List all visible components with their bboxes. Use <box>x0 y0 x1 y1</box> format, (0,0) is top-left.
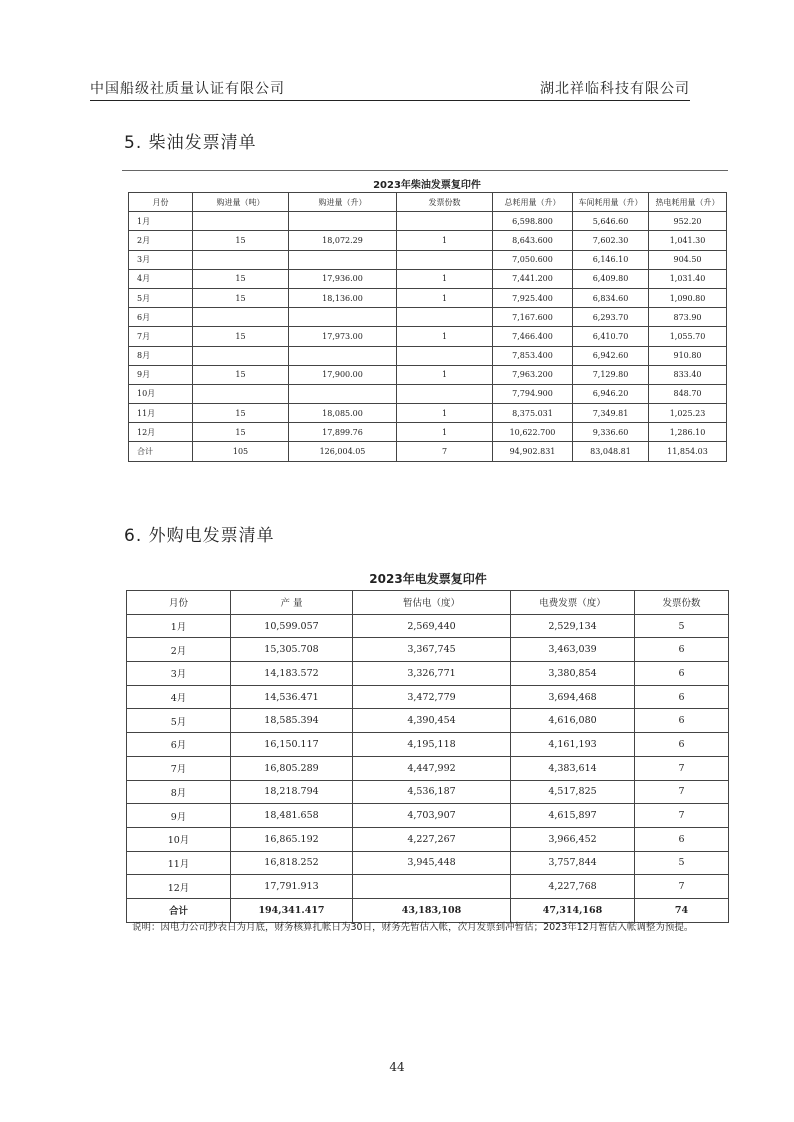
table-row <box>129 250 727 269</box>
table-cell: 2月 <box>129 231 193 250</box>
table-row <box>129 384 727 403</box>
table-cell: 8月 <box>127 780 231 804</box>
table-row <box>129 327 727 346</box>
table-cell: 16,865.192 <box>231 827 353 851</box>
table-cell: 1,025.23 <box>649 404 727 423</box>
table-cell: 10,622.700 <box>493 423 573 442</box>
col-header: 总耗用量（升） <box>493 193 573 212</box>
table-row <box>127 756 729 780</box>
table-cell <box>397 384 493 403</box>
table-cell: 43,183,108 <box>353 898 511 922</box>
table-cell: 10月 <box>129 384 193 403</box>
table-cell: 3,472,779 <box>353 685 511 709</box>
table-cell: 4,536,187 <box>353 780 511 804</box>
table-cell: 7 <box>635 780 729 804</box>
table-cell: 17,936.00 <box>289 269 397 288</box>
table-cell: 6 <box>635 662 729 686</box>
table-cell: 6,834.60 <box>573 288 649 307</box>
table-cell: 16,150.117 <box>231 733 353 757</box>
table-cell: 4,161,193 <box>511 733 635 757</box>
diesel-invoice-table <box>128 192 727 462</box>
table-cell <box>193 212 289 231</box>
table-cell: 1,055.70 <box>649 327 727 346</box>
table-cell: 833.40 <box>649 365 727 384</box>
power-invoice-table <box>126 590 729 923</box>
header-company-left: 中国船级社质量认证有限公司 <box>90 81 285 97</box>
table-cell: 7,167.600 <box>493 308 573 327</box>
table-cell: 8,375.031 <box>493 404 573 423</box>
table-row <box>127 733 729 757</box>
diesel-table-title: 2023年柴油发票复印件 <box>373 180 481 191</box>
table-cell: 3,367,745 <box>353 638 511 662</box>
table-cell: 12月 <box>129 423 193 442</box>
table-cell: 5,646.60 <box>573 212 649 231</box>
table-cell: 6,598.800 <box>493 212 573 231</box>
table-row <box>129 365 727 384</box>
table-cell: 194,341.417 <box>231 898 353 922</box>
table-cell: 15 <box>193 404 289 423</box>
table-cell: 9月 <box>127 804 231 828</box>
table-cell: 7,925.400 <box>493 288 573 307</box>
table-cell: 12月 <box>127 875 231 899</box>
table-cell: 18,481.658 <box>231 804 353 828</box>
table-cell: 18,585.394 <box>231 709 353 733</box>
table-cell: 1月 <box>127 614 231 638</box>
table-cell: 合计 <box>127 898 231 922</box>
table-row <box>129 308 727 327</box>
table-cell: 5月 <box>129 288 193 307</box>
page-header <box>90 76 690 101</box>
table-cell: 952.20 <box>649 212 727 231</box>
table-cell: 11月 <box>129 404 193 423</box>
table-cell: 105 <box>193 442 289 461</box>
table-cell <box>289 212 397 231</box>
table-cell: 1 <box>397 423 493 442</box>
table-header-row <box>129 193 727 212</box>
power-table-note: 说明：因电力公司抄表日为月底，财务核算扎帐日为30日，财务先暂估入帐，次月发票到冲暂估；2023年12月暂估入帐调整为预提。 <box>132 922 694 933</box>
table-row <box>129 212 727 231</box>
col-header: 产 量 <box>231 591 353 615</box>
table-cell: 873.90 <box>649 308 727 327</box>
table-cell: 4月 <box>127 685 231 709</box>
table-row <box>127 709 729 733</box>
section-6-heading: 6. 外购电发票清单 <box>124 526 275 546</box>
table-cell: 18,218.794 <box>231 780 353 804</box>
table-cell: 6,409.80 <box>573 269 649 288</box>
col-header: 车间耗用量（升） <box>573 193 649 212</box>
table-cell: 7,050.600 <box>493 250 573 269</box>
table-cell: 15 <box>193 327 289 346</box>
table-cell: 17,899.76 <box>289 423 397 442</box>
table-cell: 14,536.471 <box>231 685 353 709</box>
table-cell: 10,599.057 <box>231 614 353 638</box>
col-header: 热电耗用量（升） <box>649 193 727 212</box>
section-5-heading: 5. 柴油发票清单 <box>124 133 257 153</box>
table-cell <box>397 250 493 269</box>
table-cell <box>289 250 397 269</box>
table-cell: 7,466.400 <box>493 327 573 346</box>
power-table-title: 2023年电发票复印件 <box>369 572 487 586</box>
table-cell: 1,031.40 <box>649 269 727 288</box>
table-cell: 5 <box>635 851 729 875</box>
table-cell: 7,441.200 <box>493 269 573 288</box>
table-row <box>127 662 729 686</box>
table-cell: 83,048.81 <box>573 442 649 461</box>
table-cell: 848.70 <box>649 384 727 403</box>
table-cell: 6 <box>635 827 729 851</box>
table-cell: 6,146.10 <box>573 250 649 269</box>
table-row <box>129 288 727 307</box>
col-header: 月份 <box>129 193 193 212</box>
col-header: 购进量（升） <box>289 193 397 212</box>
table-cell: 6,946.20 <box>573 384 649 403</box>
table-row <box>127 614 729 638</box>
table-cell: 4,447,992 <box>353 756 511 780</box>
table-cell: 18,136.00 <box>289 288 397 307</box>
diesel-table-top-rule <box>122 170 728 171</box>
table-cell: 16,805.289 <box>231 756 353 780</box>
table-cell: 15 <box>193 231 289 250</box>
table-cell: 11月 <box>127 851 231 875</box>
table-row <box>129 404 727 423</box>
table-cell: 7月 <box>129 327 193 346</box>
table-cell <box>193 384 289 403</box>
table-cell: 合计 <box>129 442 193 461</box>
table-row <box>127 827 729 851</box>
table-row <box>129 231 727 250</box>
table-cell: 17,973.00 <box>289 327 397 346</box>
table-cell: 126,004.05 <box>289 442 397 461</box>
table-row <box>129 269 727 288</box>
col-header: 发票份数 <box>397 193 493 212</box>
table-row <box>127 780 729 804</box>
table-cell: 4月 <box>129 269 193 288</box>
table-cell: 11,854.03 <box>649 442 727 461</box>
table-row <box>127 875 729 899</box>
table-cell: 6,942.60 <box>573 346 649 365</box>
table-cell: 3,966,452 <box>511 827 635 851</box>
table-cell: 1 <box>397 365 493 384</box>
table-row <box>127 804 729 828</box>
table-row <box>127 851 729 875</box>
table-cell: 1月 <box>129 212 193 231</box>
table-cell: 1 <box>397 231 493 250</box>
table-row <box>129 423 727 442</box>
table-cell: 2,529,134 <box>511 614 635 638</box>
table-cell: 6 <box>635 709 729 733</box>
table-cell: 8,643.600 <box>493 231 573 250</box>
col-header: 月份 <box>127 591 231 615</box>
table-cell: 9月 <box>129 365 193 384</box>
col-header: 发票份数 <box>635 591 729 615</box>
table-cell: 15 <box>193 269 289 288</box>
table-cell <box>193 346 289 365</box>
table-header-row <box>127 591 729 615</box>
table-cell <box>289 308 397 327</box>
table-cell: 3,380,854 <box>511 662 635 686</box>
table-cell: 3月 <box>129 250 193 269</box>
table-cell: 7 <box>635 875 729 899</box>
table-cell: 15 <box>193 365 289 384</box>
table-row <box>129 346 727 365</box>
table-cell: 5月 <box>127 709 231 733</box>
table-cell <box>193 250 289 269</box>
table-cell: 7月 <box>127 756 231 780</box>
table-cell: 47,314,168 <box>511 898 635 922</box>
table-cell: 6 <box>635 733 729 757</box>
table-cell: 3,463,039 <box>511 638 635 662</box>
table-cell: 1 <box>397 288 493 307</box>
header-company-right: 湖北祥临科技有限公司 <box>540 81 690 97</box>
table-cell: 4,390,454 <box>353 709 511 733</box>
table-cell: 4,615,897 <box>511 804 635 828</box>
table-cell: 15,305.708 <box>231 638 353 662</box>
table-cell <box>289 346 397 365</box>
table-cell: 4,703,907 <box>353 804 511 828</box>
table-cell: 6 <box>635 685 729 709</box>
table-cell: 15 <box>193 423 289 442</box>
table-cell: 7,794.900 <box>493 384 573 403</box>
table-cell: 7,602.30 <box>573 231 649 250</box>
table-cell: 3月 <box>127 662 231 686</box>
total-row <box>127 898 729 922</box>
table-cell: 14,183.572 <box>231 662 353 686</box>
table-cell: 7,129.80 <box>573 365 649 384</box>
table-cell: 7 <box>397 442 493 461</box>
table-cell: 4,517,825 <box>511 780 635 804</box>
table-cell: 1 <box>397 327 493 346</box>
table-row <box>127 638 729 662</box>
table-cell: 1 <box>397 404 493 423</box>
page-number: 44 <box>389 1060 405 1074</box>
col-header: 暂估电（度） <box>353 591 511 615</box>
table-cell: 18,085.00 <box>289 404 397 423</box>
table-cell <box>397 212 493 231</box>
table-cell: 4,227,768 <box>511 875 635 899</box>
table-cell: 7,349.81 <box>573 404 649 423</box>
table-row <box>129 442 727 461</box>
table-cell: 3,757,844 <box>511 851 635 875</box>
table-cell: 1 <box>397 269 493 288</box>
table-cell: 18,072.29 <box>289 231 397 250</box>
table-cell: 2月 <box>127 638 231 662</box>
table-cell: 904.50 <box>649 250 727 269</box>
table-cell <box>397 346 493 365</box>
table-cell <box>397 308 493 327</box>
table-cell: 6 <box>635 638 729 662</box>
table-cell: 3,326,771 <box>353 662 511 686</box>
table-cell: 4,383,614 <box>511 756 635 780</box>
table-cell: 16,818.252 <box>231 851 353 875</box>
table-cell: 6月 <box>129 308 193 327</box>
table-cell: 8月 <box>129 346 193 365</box>
table-cell: 4,616,080 <box>511 709 635 733</box>
table-cell: 7 <box>635 756 729 780</box>
table-cell: 10月 <box>127 827 231 851</box>
table-cell <box>353 875 511 899</box>
table-cell: 4,227,267 <box>353 827 511 851</box>
table-cell: 3,694,468 <box>511 685 635 709</box>
table-cell: 9,336.60 <box>573 423 649 442</box>
table-cell: 2,569,440 <box>353 614 511 638</box>
table-cell: 17,900.00 <box>289 365 397 384</box>
table-cell: 6月 <box>127 733 231 757</box>
table-cell: 7,853.400 <box>493 346 573 365</box>
table-cell <box>289 384 397 403</box>
table-cell: 4,195,118 <box>353 733 511 757</box>
table-cell: 7,963.200 <box>493 365 573 384</box>
col-header: 电费发票（度） <box>511 591 635 615</box>
table-cell: 15 <box>193 288 289 307</box>
table-cell: 910.80 <box>649 346 727 365</box>
col-header: 购进量（吨） <box>193 193 289 212</box>
table-cell: 6,410.70 <box>573 327 649 346</box>
table-cell: 74 <box>635 898 729 922</box>
table-cell: 17,791.913 <box>231 875 353 899</box>
table-cell: 7 <box>635 804 729 828</box>
table-cell: 5 <box>635 614 729 638</box>
table-cell: 1,041.30 <box>649 231 727 250</box>
table-cell: 1,090.80 <box>649 288 727 307</box>
table-cell: 1,286.10 <box>649 423 727 442</box>
table-cell: 94,902.831 <box>493 442 573 461</box>
table-cell <box>193 308 289 327</box>
table-row <box>127 685 729 709</box>
table-cell: 3,945,448 <box>353 851 511 875</box>
table-cell: 6,293.70 <box>573 308 649 327</box>
